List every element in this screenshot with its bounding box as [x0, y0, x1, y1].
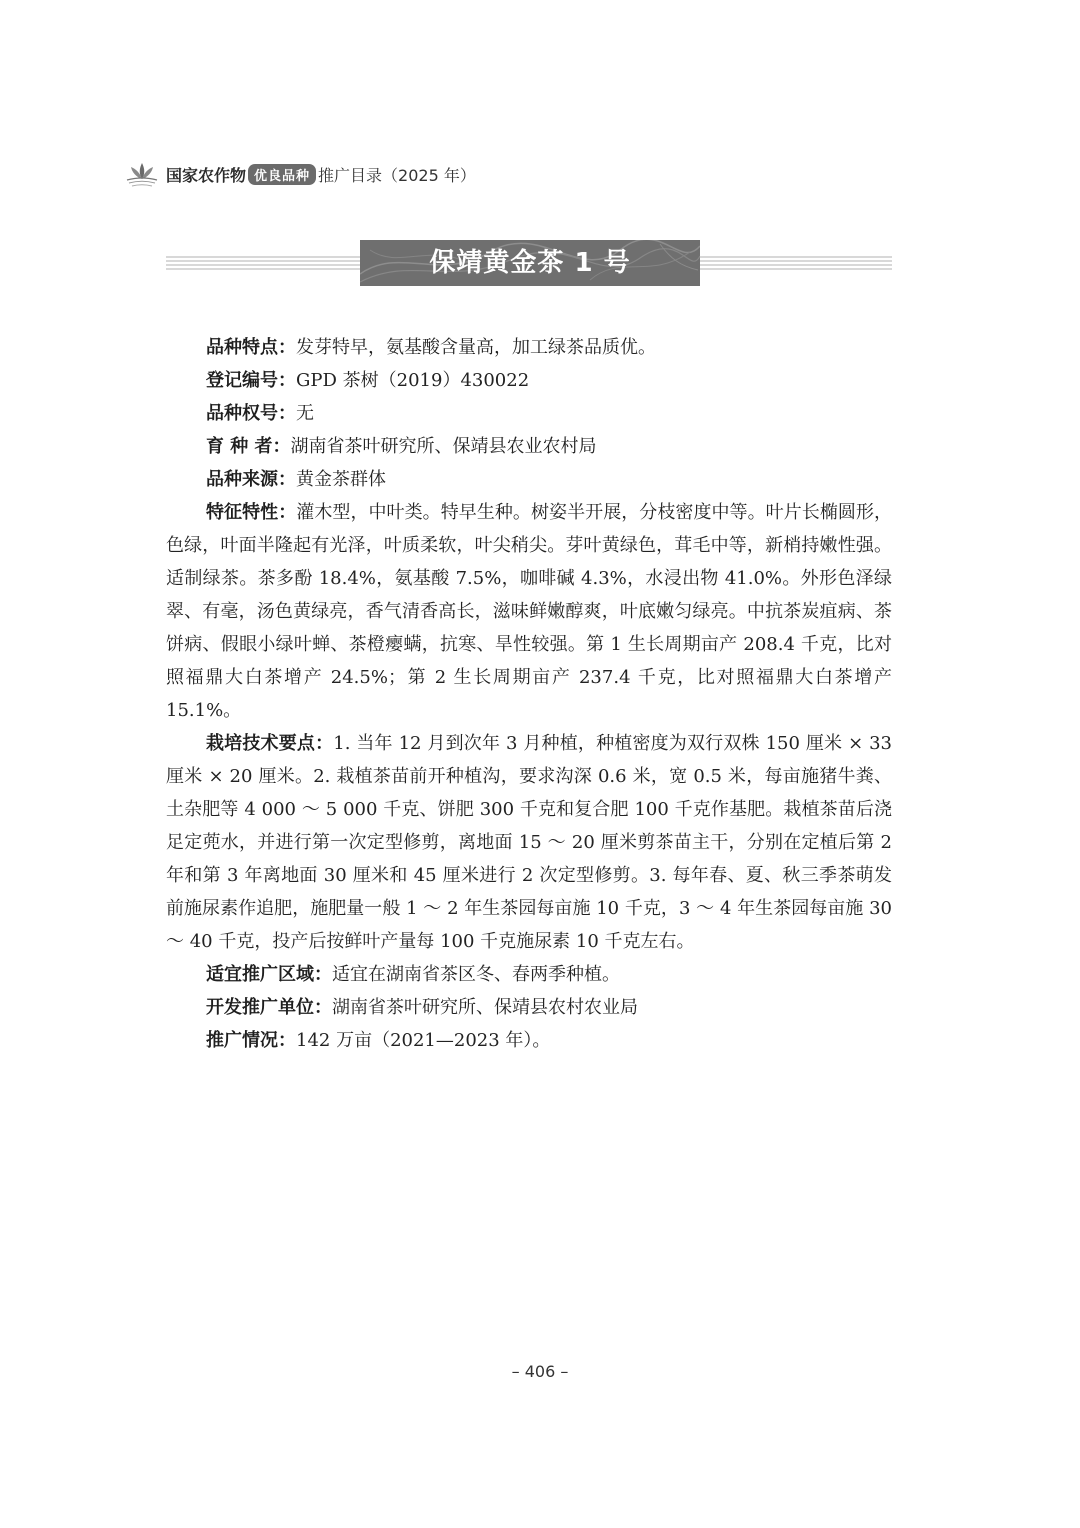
field-promotion-status [166, 1024, 892, 1057]
field-label: 登记编号： [206, 370, 296, 391]
field-registration-number [166, 364, 892, 397]
field-value: 灌木型，中叶类。特早生种。树姿半开展，分枝密度中等。叶片长椭圆形，色绿，叶面半隆起有光泽，叶质柔软，叶尖稍尖。芽叶黄绿色，茸毛中等，新梢持嫩性强。适制绿茶。茶多酚 18.4%，氨基酸 7.5%，咖啡碱 4.3%，水浸出物 41.0%。外形色泽绿翠、有毫，汤色黄绿亮，香气清香高长，滋味鲜嫩醇爽，叶底嫩匀绿亮。中抗茶炭疽病、茶饼病、假眼小绿叶蝉、茶橙瘿螨，抗寒、旱性较强。第 1 生长周期亩产 208.4 千克，比对照福鼎大白茶增产 24.5%；第 2 生长周期亩产 237.4 千克，比对照福鼎大白茶增产 15.1%。 [166, 502, 893, 721]
variety-name-title: 保靖黄金茶 1 号 [429, 248, 631, 278]
field-label: 品种特点： [206, 337, 296, 358]
field-label: 育 种 者： [206, 436, 291, 457]
field-value: 黄金茶群体 [296, 469, 386, 490]
lotus-logo-icon [124, 160, 160, 188]
field-promotion-unit [166, 991, 892, 1024]
field-value: 无 [296, 403, 314, 424]
variety-title-band [166, 240, 892, 286]
field-value: 适宜在湖南省茶区冬、春两季种植。 [332, 964, 620, 985]
variety-description [166, 331, 892, 1057]
field-label: 栽培技术要点： [206, 733, 334, 754]
field-traits [166, 496, 892, 727]
field-value: 142 万亩（2021—2023 年）。 [296, 1030, 551, 1051]
field-label: 品种权号： [206, 403, 296, 424]
field-variety-source [166, 463, 892, 496]
field-label: 特征特性： [206, 502, 297, 523]
field-suitable-region [166, 958, 892, 991]
field-value: 湖南省茶叶研究所、保靖县农村农业局 [332, 997, 638, 1018]
field-characteristics [166, 331, 892, 364]
field-value: 发芽特早，氨基酸含量高，加工绿茶品质优。 [296, 337, 656, 358]
field-value: 湖南省茶叶研究所、保靖县农业农村局 [290, 436, 597, 457]
field-value: GPD 茶树（2019）430022 [296, 370, 530, 391]
field-label: 开发推广单位： [206, 997, 332, 1018]
field-breeder [166, 430, 892, 463]
catalog-year: 推广目录（2025 年） [318, 165, 476, 185]
quality-variety-badge: 优良品种 [248, 164, 316, 185]
field-label: 推广情况： [206, 1030, 296, 1051]
running-header [124, 158, 476, 190]
field-cultivation-techniques [166, 727, 892, 958]
page-number: – 406 – [511, 1362, 569, 1381]
field-variety-right-number [166, 397, 892, 430]
field-value: 1. 当年 12 月到次年 3 月种植，种植密度为双行双株 150 厘米 × 33 厘米 × 20 厘米。2. 栽植茶苗前开种植沟，要求沟深 0.6 米，宽 0.5 米，每亩施猪牛粪、土杂肥等 4 000 ～ 5 000 千克、饼肥 300 千克和复合肥 100 千克作基肥。栽植茶苗后浇足定蔸水，并进行第一次定型修剪，离地面 15 ～ 20 厘米剪茶苗主干，分别在定植后第 2 年和第 3 年离地面 30 厘米和 45 厘米进行 2 次定型修剪。3. 每年春、夏、秋三季茶萌发前施尿素作追肥，施肥量一般 1 ～ 2 年生茶园每亩施 10 千克，3 ～ 4 年生茶园每亩施 30 ～ 40 千克，投产后按鲜叶产量每 100 千克施尿素 10 千克左右。 [166, 733, 893, 952]
field-label: 品种来源： [206, 469, 296, 490]
book-title: 国家农作物 [166, 165, 247, 185]
field-label: 适宜推广区域： [206, 964, 332, 985]
